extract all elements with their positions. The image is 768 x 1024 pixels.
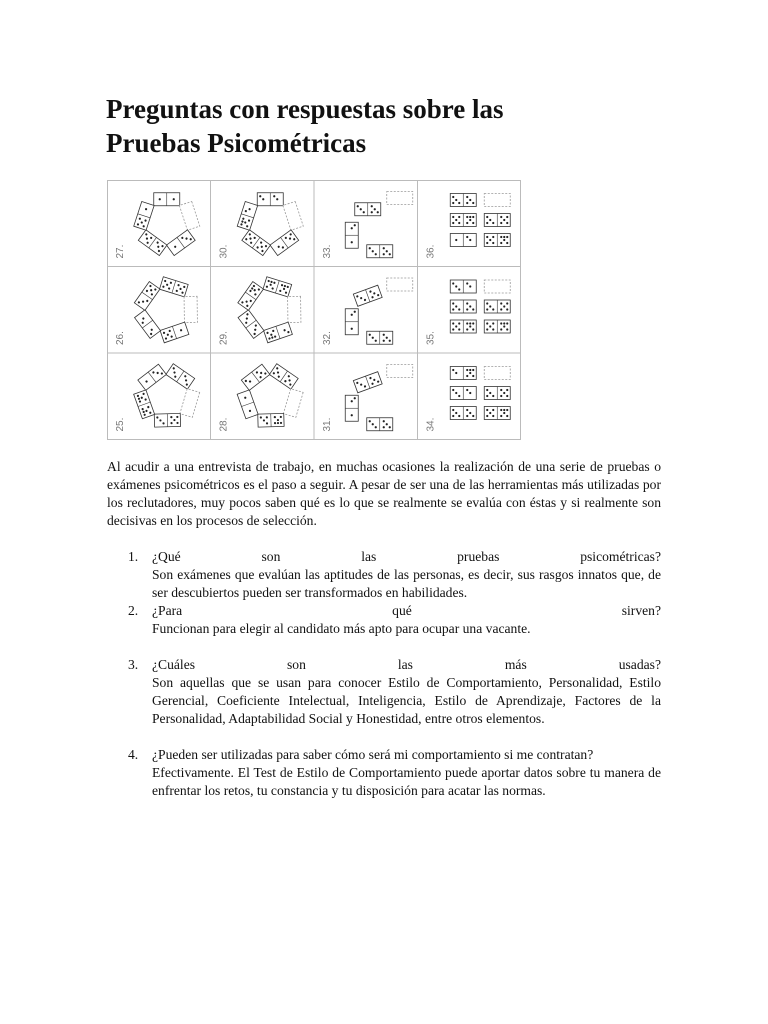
answer-text: Son exámenes que evalúan las aptitudes de las personas, es decir, sus rasgos innatos que, de ser descubiertos pueden ser transformados en habilidades. xyxy=(152,567,661,600)
puzzle-number: 29. xyxy=(218,331,230,345)
domino-tile xyxy=(345,309,358,335)
domino-tile xyxy=(345,222,358,248)
puzzle-number: 31. xyxy=(322,417,333,432)
domino-tile xyxy=(450,194,476,207)
domino-tile xyxy=(367,331,393,344)
domino-tile xyxy=(387,278,413,291)
domino-tile xyxy=(387,365,413,378)
domino-tile xyxy=(484,234,510,247)
domino-tile xyxy=(367,245,393,258)
domino-tile xyxy=(450,367,476,380)
title-line-1: Preguntas con respuestas sobre las xyxy=(106,94,504,124)
question-text: ¿Pueden ser utilizadas para saber cómo será mi comportamiento si me contratan? xyxy=(152,747,594,762)
puzzle-number: 30. xyxy=(218,244,230,259)
question-number: 4. xyxy=(128,747,139,762)
puzzle-number: 35. xyxy=(425,331,437,345)
puzzle-number: 25. xyxy=(115,417,126,432)
puzzle-number: 32. xyxy=(322,331,333,345)
domino-tile xyxy=(154,413,180,427)
question-number: 3. xyxy=(128,657,139,672)
question-item xyxy=(107,656,661,728)
question-text: ¿Qué son las pruebas psicométricas? xyxy=(152,549,661,564)
domino-tile xyxy=(484,320,510,333)
domino-tile xyxy=(367,418,393,431)
domino-tile xyxy=(257,193,283,206)
question-text: ¿Cuáles son las más usadas? xyxy=(152,657,661,672)
domino-tile xyxy=(484,367,510,380)
domino-tile xyxy=(484,280,510,293)
domino-tile xyxy=(484,387,510,400)
domino-tile xyxy=(450,387,476,400)
domino-tile xyxy=(387,192,413,205)
domino-grid xyxy=(107,180,521,440)
answer-text: Funcionan para elegir al candidato más apto para ocupar una vacante. xyxy=(152,621,531,636)
question-number: 1. xyxy=(128,549,139,564)
domino-tile xyxy=(258,413,284,427)
intro-paragraph: Al acudir a una entrevista de trabajo, en muchas ocasiones la realización de una serie de pruebas o exámenes psicométricos es el paso a seguir. A pesar de ser una de las herramientas más utilizadas por los reclutadores, muy pocos saben qué es lo que se realmente se evalúa con éstas y si realmente son decisivas en los procesos de selección. xyxy=(107,459,661,528)
domino-tile xyxy=(450,320,476,333)
puzzle-number: 27. xyxy=(115,244,126,259)
puzzle-number: 36. xyxy=(425,244,437,259)
domino-tile xyxy=(484,214,510,227)
question-item xyxy=(107,746,661,800)
domino-tile xyxy=(345,395,358,421)
domino-tile xyxy=(450,300,476,313)
puzzle-number: 33. xyxy=(322,244,333,259)
domino-tile xyxy=(288,296,301,322)
question-item xyxy=(107,548,661,602)
question-text: ¿Para qué sirven? xyxy=(152,603,661,618)
domino-tile xyxy=(450,214,476,227)
puzzle-number: 34. xyxy=(425,417,437,432)
puzzle-number: 26. xyxy=(115,331,126,345)
domino-tile xyxy=(154,193,180,206)
puzzle-number: 28. xyxy=(218,417,230,432)
title-line-2: Pruebas Psicométricas xyxy=(106,128,367,158)
domino-tile xyxy=(484,407,510,420)
questions-list xyxy=(107,548,661,818)
domino-tile xyxy=(484,300,510,313)
answer-text: Son aquellas que se usan para conocer Estilo de Comportamiento, Personalidad, Estilo Gerencial, Coeficiente Intelectual, Inteligencia, Estilo de Aprendizaje, Factores de la Personalidad, Adaptabilidad Social y Honestidad, entre otros elementos. xyxy=(152,675,661,726)
domino-tile xyxy=(450,407,476,420)
domino-tile xyxy=(450,280,476,293)
domino-tile xyxy=(355,203,381,216)
domino-tile xyxy=(450,234,476,247)
domino-tile xyxy=(484,194,510,207)
domino-tile xyxy=(184,296,197,322)
question-item xyxy=(107,602,661,638)
document-title xyxy=(106,92,666,160)
question-number: 2. xyxy=(128,603,139,618)
domino-test-figure xyxy=(107,180,521,440)
answer-text: Efectivamente. El Test de Estilo de Comportamiento puede aportar datos sobre tu manera de enfrentar los retos, tu constancia y tu disposición para acatar las normas. xyxy=(152,765,661,798)
